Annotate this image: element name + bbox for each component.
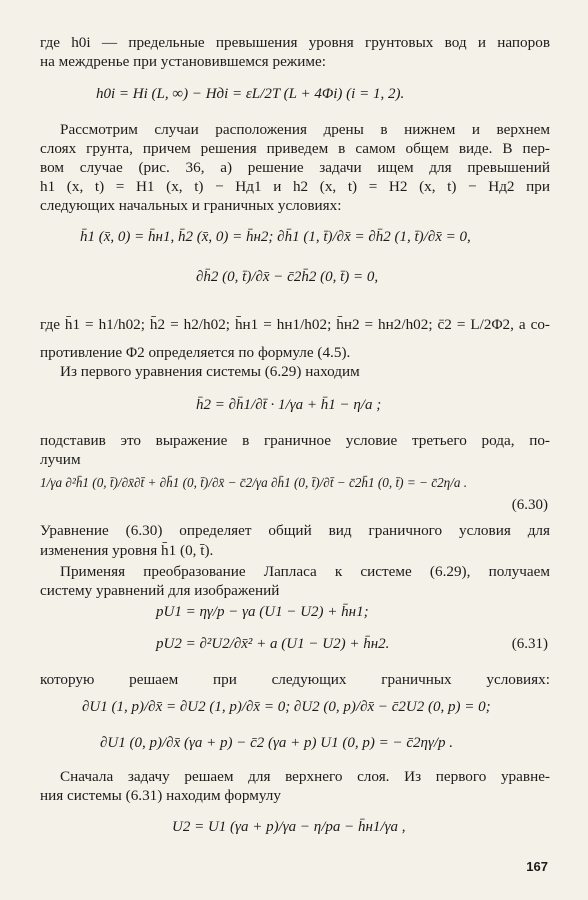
text-line: Применяя преобразование Лапласа к системе (6.29), получаем — [60, 563, 550, 580]
text-line: Сначала задачу решаем для верхнего слоя. Из первого уравне- — [60, 768, 550, 785]
equation-h0i: h0i = Hi (L, ∞) − Hдi = εL/2T (L + 4Φi) (i = 1, 2). — [96, 86, 405, 102]
text-line: на междренье при установившемся режиме: — [40, 53, 326, 70]
text-line: слоях грунта, причем решения приведем в самом общем виде. В пер- — [40, 140, 550, 157]
text-line: ния системы (6.31) находим формулу — [40, 787, 281, 804]
text-line: подставив это выражение в граничное условие третьего рода, по- — [40, 432, 550, 449]
page-number: 167 — [526, 859, 548, 874]
text-line: Рассмотрим случаи расположения дрены в нижнем и верхнем — [60, 121, 550, 138]
text-line: h1 (x, t) = H1 (x, t) − Hд1 и h2 (x, t) = H2 (x, t) − Hд2 при — [40, 178, 550, 195]
equation-system-2: pU2 = ∂²U2/∂x̄² + a (U1 − U2) + h̄н2. — [156, 636, 390, 652]
text-line: Из первого уравнения системы (6.29) находим — [60, 363, 360, 380]
text-line: вом случае (рис. 36, а) решение задачи ищем для превышений — [40, 159, 550, 176]
text-line: где h0i — предельные превышения уровня грунтовых вод и напоров — [40, 34, 550, 51]
equation-boundary-condition: ∂h̄2 (0, t̄)/∂x̄ − c̄2h̄2 (0, t̄) = 0, — [196, 269, 379, 285]
equation-initial-conditions: h̄1 (x̄, 0) = h̄н1, h̄2 (x̄, 0) = h̄н2; ∂h̄1 (1, t̄)/∂x̄ = ∂h̄2 (1, t̄)/∂x̄ = 0, — [80, 229, 471, 245]
equation-h2: h̄2 = ∂h̄1/∂t̄ · 1/γa + h̄1 − η/a ; — [196, 397, 382, 413]
equation-system-1: pU1 = ηγ/p − γa (U1 − U2) + h̄н1; — [156, 604, 369, 620]
equation-U2: U2 = U1 (γa + p)/γa − η/pa − h̄н1/γa , — [172, 819, 406, 835]
text-line: систему уравнений для изображений — [40, 582, 280, 599]
equation-6-30: 1/γa ∂²h̄1 (0, t̄)/∂x̄∂t̄ + ∂h̄1 (0, t̄)/∂x̄ − c̄2/γa ∂h̄1 (0, t̄)/∂t̄ − c̄2h̄1 (0, t̄) = − c̄2η/a . — [40, 475, 468, 490]
text-line: которую решаем при следующих граничных условиях: — [40, 671, 550, 688]
equation-boundary-2: ∂U1 (0, p)/∂x̄ (γa + p) − c̄2 (γa + p) U1 (0, p) = − c̄2ηγ/p . — [100, 735, 454, 751]
text-line: где h̄1 = h1/h02; h̄2 = h2/h02; h̄н1 = hн1/h02; h̄н2 = hн2/h02; c̄2 = L/2Φ2, а со- — [40, 316, 550, 333]
text-line: Уравнение (6.30) определяет общий вид граничного условия для — [40, 522, 550, 539]
text-line: противление Φ2 определяется по формуле (4.5). — [40, 344, 351, 361]
text-line: следующих начальных и граничных условиях: — [40, 197, 342, 214]
equation-number: (6.30) — [511, 497, 548, 513]
text-line: лучим — [40, 451, 81, 468]
equation-number: (6.31) — [511, 636, 548, 652]
equation-boundary-1: ∂U1 (1, p)/∂x̄ = ∂U2 (1, p)/∂x̄ = 0; ∂U2 (0, p)/∂x̄ − c̄2U2 (0, p) = 0; — [82, 699, 491, 715]
text-line: изменения уровня h̄1 (0, t̄). — [40, 542, 214, 559]
